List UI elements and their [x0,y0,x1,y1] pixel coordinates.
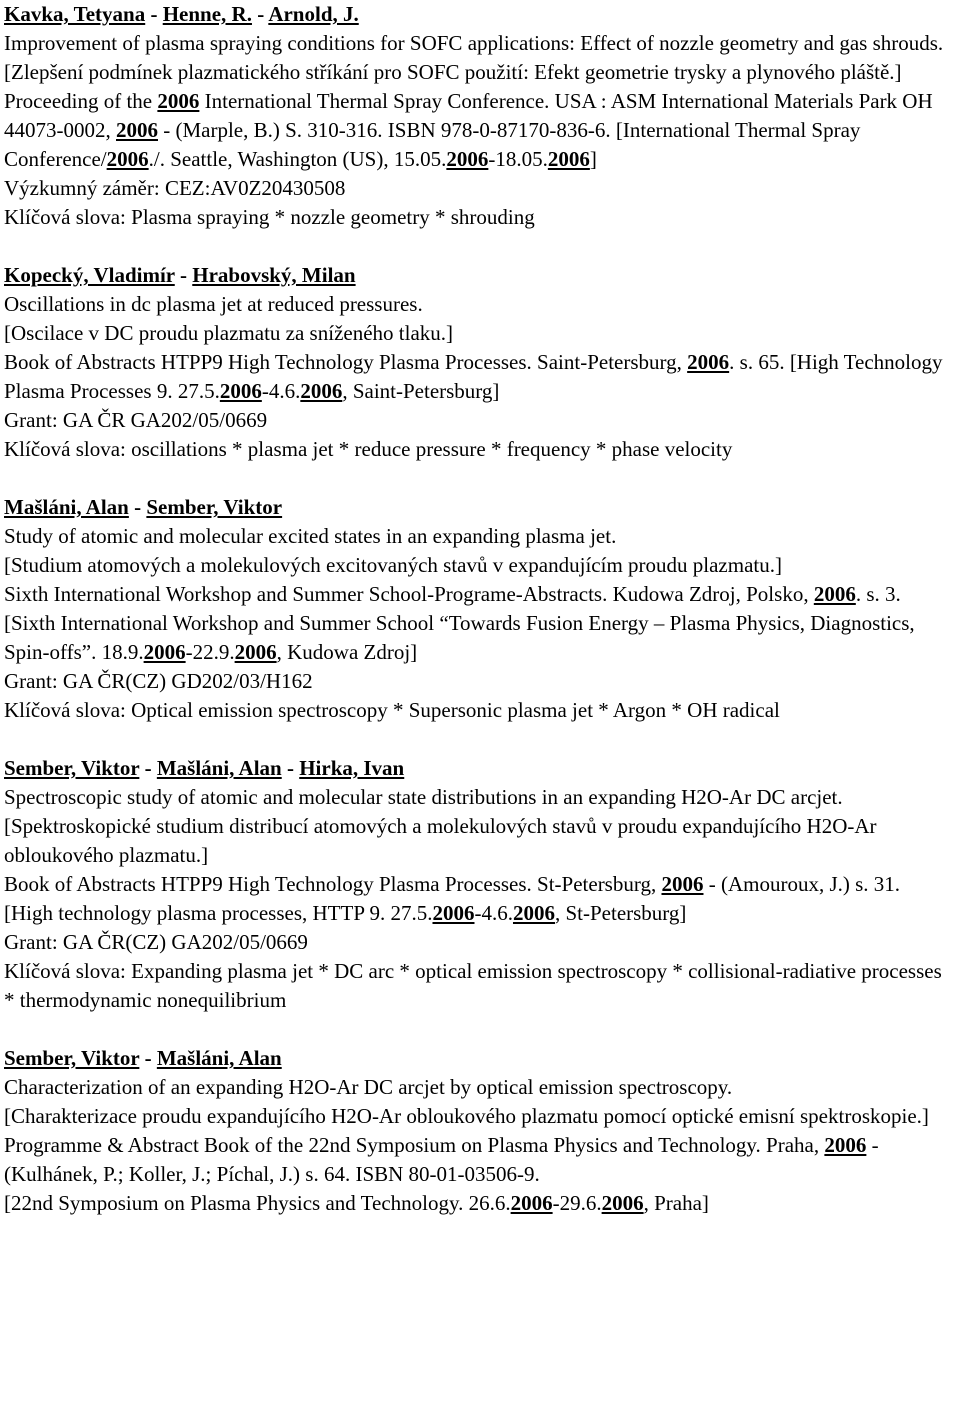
entry-authors: Mašláni, Alan - Sember, Viktor [4,495,283,519]
year-link[interactable]: 2006 [547,147,590,171]
year-link[interactable]: 2006 [813,582,856,606]
publication-entry [4,0,956,232]
entry-authors: Sember, Viktor - Mašláni, Alan [4,1046,282,1070]
year-link[interactable]: 2006 [219,379,262,403]
author-link[interactable]: Sember, Viktor [146,495,283,519]
entry-line: Book of Abstracts HTPP9 High Technology Plasma Processes. St-Petersburg, 2006 - (Amouroux, J.) s. 31. [4,872,901,896]
year-link[interactable]: 2006 [432,901,475,925]
author-link[interactable]: Henne, R. [162,2,252,26]
entry-line: [22nd Symposium on Plasma Physics and Technology. 26.6.2006-29.6.2006, Praha] [4,1191,709,1215]
entry-line: Programme & Abstract Book of the 22nd Symposium on Plasma Physics and Technology. Praha, 2006 - (Kulhánek, P.; Koller, J.; Píchal, J.) s. 64. ISBN 80-01-03506-9. [4,1133,879,1186]
author-link[interactable]: Hrabovský, Milan [192,263,356,287]
author-link[interactable]: Mašláni, Alan [156,756,282,780]
entry-line: Grant: GA ČR(CZ) GA202/05/0669 [4,930,308,954]
year-link[interactable]: 2006 [601,1191,644,1215]
entry-line: Klíčová slova: Optical emission spectroscopy * Supersonic plasma jet * Argon * OH radical [4,698,780,722]
entry-line: Spectroscopic study of atomic and molecular state distributions in an expanding H2O-Ar DC arcjet. [4,785,843,809]
author-link[interactable]: Sember, Viktor [4,1046,140,1070]
entry-authors: Sember, Viktor - Mašláni, Alan - Hirka, Ivan [4,756,405,780]
publication-entry [4,754,956,1015]
entry-line: [Sixth International Workshop and Summer School “Towards Fusion Energy – Plasma Physics, Diagnostics, Spin-offs”. 18.9.2006-22.9.2006, Kudowa Zdroj] [4,611,915,664]
author-link[interactable]: Kavka, Tetyana [4,2,146,26]
year-link[interactable]: 2006 [446,147,489,171]
entry-line: [Oscilace v DC proudu plazmatu za sníženého tlaku.] [4,321,454,345]
entry-line: [Spektroskopické studium distribucí atomových a molekulových stavů v proudu expandujícího H2O-Ar obloukového plazmatu.] [4,814,877,867]
entry-line: Proceeding of the 2006 International Thermal Spray Conference. USA : ASM International Materials Park OH 44073-0002, 2006 - (Marple, B.) S. 310-316. ISBN 978-0-87170-836-6. [International Thermal Spray Conference/2006./. Seattle, Washington (US), 15.05.2006-18.05.2006] [4,89,933,171]
entry-line: Klíčová slova: oscillations * plasma jet * reduce pressure * frequency * phase velocity [4,437,733,461]
publication-entry [4,261,956,464]
entry-line: Oscillations in dc plasma jet at reduced pressures. [4,292,423,316]
entry-line: [Zlepšení podmínek plazmatického stříkání pro SOFC použití: Efekt geometrie trysky a plynového pláště.] [4,60,902,84]
author-link[interactable]: Arnold, J. [268,2,359,26]
year-link[interactable]: 2006 [300,379,343,403]
entry-authors: Kavka, Tetyana - Henne, R. - Arnold, J. [4,2,359,26]
year-link[interactable]: 2006 [143,640,186,664]
author-link[interactable]: Mašláni, Alan [156,1046,282,1070]
entry-line: Grant: GA ČR(CZ) GD202/03/H162 [4,669,313,693]
entry-line: Characterization of an expanding H2O-Ar DC arcjet by optical emission spectroscopy. [4,1075,733,1099]
year-link[interactable]: 2006 [116,118,158,142]
author-link[interactable]: Hirka, Ivan [299,756,405,780]
publication-entry [4,1044,956,1218]
author-link[interactable]: Kopecký, Vladimír [4,263,175,287]
year-link[interactable]: 2006 [157,89,200,113]
year-link[interactable]: 2006 [687,350,730,374]
author-link[interactable]: Mašláni, Alan [4,495,129,519]
publication-entry [4,493,956,725]
entry-line: Výzkumný záměr: CEZ:AV0Z20430508 [4,176,346,200]
entry-line: Grant: GA ČR GA202/05/0669 [4,408,268,432]
year-link[interactable]: 2006 [824,1133,867,1157]
entry-line: [Charakterizace proudu expandujícího H2O-Ar obloukového plazmatu pomocí optické emisní spektroskopie.] [4,1104,929,1128]
entry-line: Study of atomic and molecular excited states in an expanding plasma jet. [4,524,617,548]
year-link[interactable]: 2006 [512,901,555,925]
entry-line: Klíčová slova: Plasma spraying * nozzle geometry * shrouding [4,205,535,229]
year-link[interactable]: 2006 [106,147,149,171]
entry-line: [Studium atomových a molekulových excitovaných stavů v expandujícím proudu plazmatu.] [4,553,782,577]
entry-authors: Kopecký, Vladimír - Hrabovský, Milan [4,263,356,287]
year-link[interactable]: 2006 [510,1191,553,1215]
year-link[interactable]: 2006 [234,640,277,664]
year-link[interactable]: 2006 [661,872,704,896]
entry-line: Book of Abstracts HTPP9 High Technology Plasma Processes. Saint-Petersburg, 2006. s. 65. [High Technology Plasma Processes 9. 27.5.2006-4.6.2006, Saint-Petersburg] [4,350,943,403]
entry-line: Klíčová slova: Expanding plasma jet * DC arc * optical emission spectroscopy * collisional-radiative processes * thermodynamic nonequilibrium [4,959,942,1012]
entry-line: [High technology plasma processes, HTTP 9. 27.5.2006-4.6.2006, St-Petersburg] [4,901,687,925]
entry-line: Improvement of plasma spraying conditions for SOFC applications: Effect of nozzle geometry and gas shrouds. [4,31,944,55]
entry-line: Sixth International Workshop and Summer School-Programe-Abstracts. Kudowa Zdroj, Polsko, 2006. s. 3. [4,582,901,606]
author-link[interactable]: Sember, Viktor [4,756,140,780]
